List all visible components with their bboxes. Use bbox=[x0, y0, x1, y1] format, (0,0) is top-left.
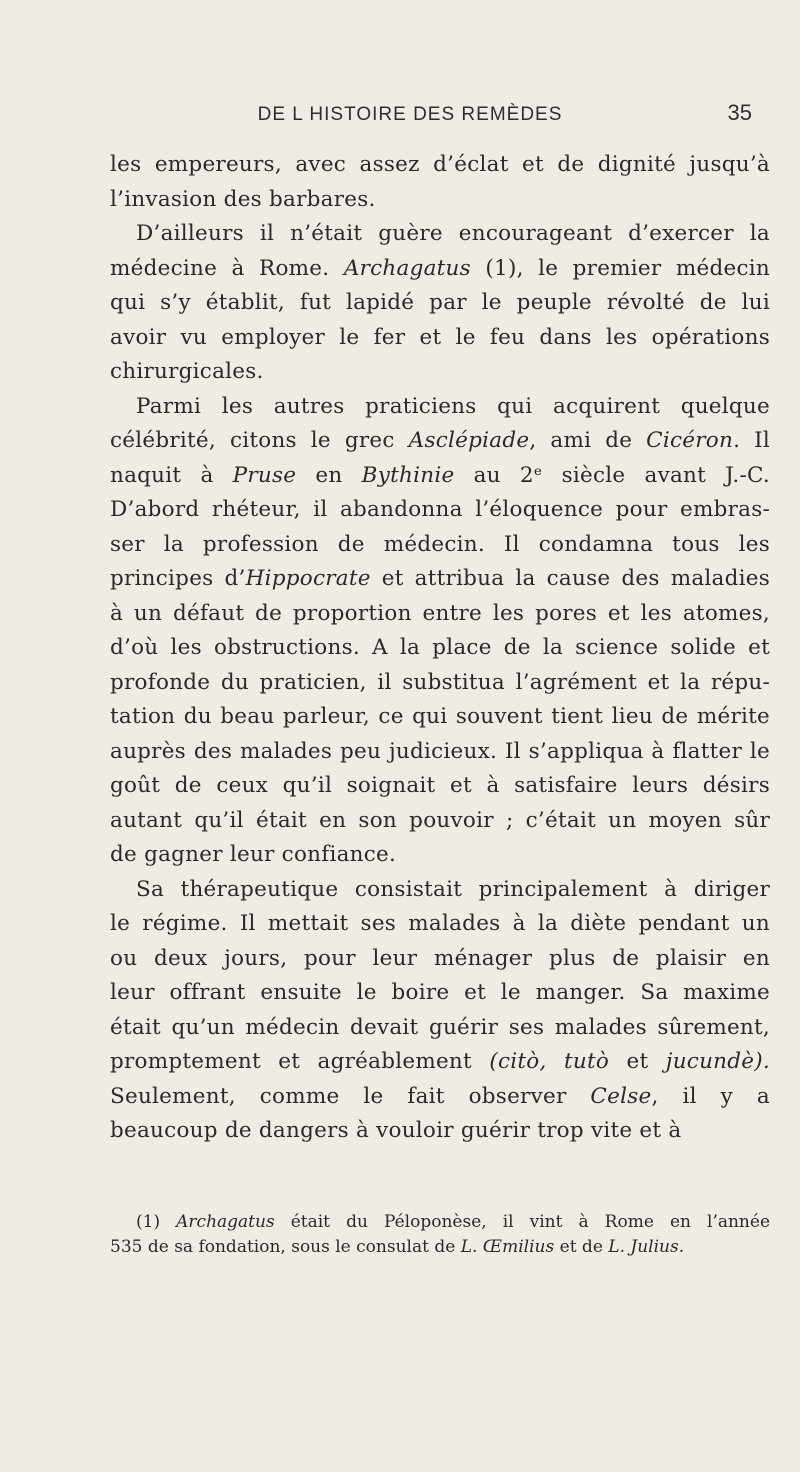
text-run: D’ailleurs il n’était guère encourageant d’exercer la bbox=[136, 221, 770, 246]
text-run: ou deux jours, pour leur ménager plus de plaisir en bbox=[110, 945, 770, 971]
italic-run: Archagatus bbox=[343, 255, 471, 281]
text-run: tation du beau parleur, ce qui souvent tient lieu de mérite bbox=[110, 704, 770, 729]
text-run: , ami de bbox=[529, 428, 647, 453]
text-run: Parmi les autres praticiens qui acquirent quelque bbox=[136, 393, 770, 419]
text-run: beaucoup de dangers à vouloir guérir trop vite et à bbox=[110, 1118, 682, 1143]
text-run: qui s’y établit, fut lapidé par le peuple révolté de lui bbox=[110, 290, 770, 315]
text-line bbox=[110, 459, 770, 494]
italic-run: L. Julius. bbox=[608, 1237, 685, 1257]
text-line bbox=[110, 666, 770, 701]
text-run: et attribua la cause des maladies bbox=[370, 566, 770, 591]
text-line bbox=[110, 528, 770, 563]
text-run: principes d’ bbox=[110, 566, 246, 591]
text-run: avoir vu employer le fer et le feu dans les opérations bbox=[110, 324, 770, 350]
text-run: 535 de sa fondation, sous le consulat de bbox=[110, 1237, 461, 1257]
text-line bbox=[110, 873, 770, 908]
italic-run: L. Œmilius bbox=[460, 1237, 555, 1257]
text-line bbox=[110, 769, 770, 804]
text-run: au 2ᵉ siècle avant J.-C. bbox=[454, 462, 770, 488]
text-run: goût de ceux qu’il soignait et à satisfaire leurs désirs bbox=[110, 773, 770, 798]
text-run: le régime. Il mettait ses malades à la diète pendant un bbox=[110, 911, 770, 936]
text-line bbox=[110, 1114, 770, 1149]
text-line bbox=[110, 355, 770, 390]
text-run: naquit à bbox=[110, 462, 233, 488]
text-line bbox=[110, 976, 770, 1011]
text-run: ser la profession de médecin. Il condamna tous les bbox=[110, 531, 770, 557]
text-run: , il y a bbox=[651, 1083, 770, 1109]
italic-run: Archagatus bbox=[176, 1212, 275, 1232]
page-number: 35 bbox=[727, 100, 752, 125]
text-run: (1), le premier médecin bbox=[470, 255, 770, 281]
text-run: était qu’un médecin devait guérir ses malades sûrement, bbox=[110, 1014, 770, 1040]
text-run: célébrité, citons le grec bbox=[110, 428, 409, 453]
text-line bbox=[110, 838, 770, 873]
text-run: (1) bbox=[136, 1212, 177, 1232]
text-run: en bbox=[296, 462, 362, 488]
text-line bbox=[110, 907, 770, 942]
text-run: et bbox=[609, 1049, 666, 1074]
text-line bbox=[110, 1080, 770, 1115]
text-run: les empereurs, avec assez d’éclat et de dignité jusqu’à bbox=[110, 152, 770, 177]
body-text bbox=[110, 148, 770, 1149]
text-line bbox=[110, 252, 770, 287]
italic-run: Cicéron bbox=[646, 428, 734, 453]
text-line bbox=[110, 1011, 770, 1046]
text-run: était du Péloponèse, il vint à Rome en l’année bbox=[274, 1212, 770, 1232]
text-line bbox=[110, 562, 770, 597]
italic-run: Pruse bbox=[232, 462, 297, 488]
text-line bbox=[110, 321, 770, 356]
text-line bbox=[110, 597, 770, 632]
text-line bbox=[110, 390, 770, 425]
footnote-line bbox=[110, 1210, 770, 1235]
page-header bbox=[100, 100, 752, 140]
footnote-line bbox=[110, 1235, 770, 1260]
text-run: Sa thérapeutique consistait principalement à diriger bbox=[136, 876, 770, 902]
footnotes bbox=[110, 1210, 770, 1260]
text-line bbox=[110, 286, 770, 321]
text-run: Seulement, comme le fait observer bbox=[110, 1083, 591, 1109]
text-line bbox=[110, 631, 770, 666]
text-run: leur offrant ensuite le boire et le manger. Sa maxime bbox=[110, 980, 770, 1005]
italic-run: Asclépiade bbox=[408, 428, 530, 453]
text-run: D’abord rhéteur, il abandonna l’éloquence pour embras- bbox=[110, 497, 770, 522]
text-run: . Il bbox=[733, 428, 771, 453]
text-line bbox=[110, 700, 770, 735]
text-run: et de bbox=[554, 1237, 609, 1257]
text-line bbox=[110, 804, 770, 839]
italic-run: (citò, tutò bbox=[489, 1049, 610, 1074]
text-line bbox=[110, 148, 770, 183]
text-line bbox=[110, 1045, 770, 1080]
running-head: DE L HISTOIRE DES REMÈDES bbox=[257, 104, 563, 125]
text-line bbox=[110, 424, 770, 459]
italic-run: Hippocrate bbox=[245, 566, 371, 591]
text-run: médecine à Rome. bbox=[110, 255, 344, 281]
text-run: à un défaut de proportion entre les pores et les atomes, bbox=[110, 600, 770, 626]
text-run: auprès des malades peu judicieux. Il s’appliqua à flatter le bbox=[110, 738, 770, 764]
text-run: autant qu’il était en son pouvoir ; c’était un moyen sûr bbox=[110, 807, 770, 833]
text-run: profonde du praticien, il substitua l’agrément et la répu- bbox=[110, 669, 770, 695]
text-run: de gagner leur confiance. bbox=[110, 842, 397, 867]
italic-run: Bythinie bbox=[361, 462, 455, 488]
text-run: d’où les obstructions. A la place de la science solide et bbox=[110, 635, 770, 660]
text-run: l’invasion des barbares. bbox=[110, 186, 376, 212]
text-run: chirurgicales. bbox=[110, 359, 264, 384]
text-line bbox=[110, 493, 770, 528]
text-line bbox=[110, 217, 770, 252]
text-line bbox=[110, 183, 770, 218]
italic-run: Celse bbox=[590, 1083, 652, 1109]
text-line bbox=[110, 735, 770, 770]
text-run: promptement et agréablement bbox=[110, 1049, 490, 1074]
italic-run: jucundè). bbox=[665, 1049, 770, 1074]
text-line bbox=[110, 942, 770, 977]
